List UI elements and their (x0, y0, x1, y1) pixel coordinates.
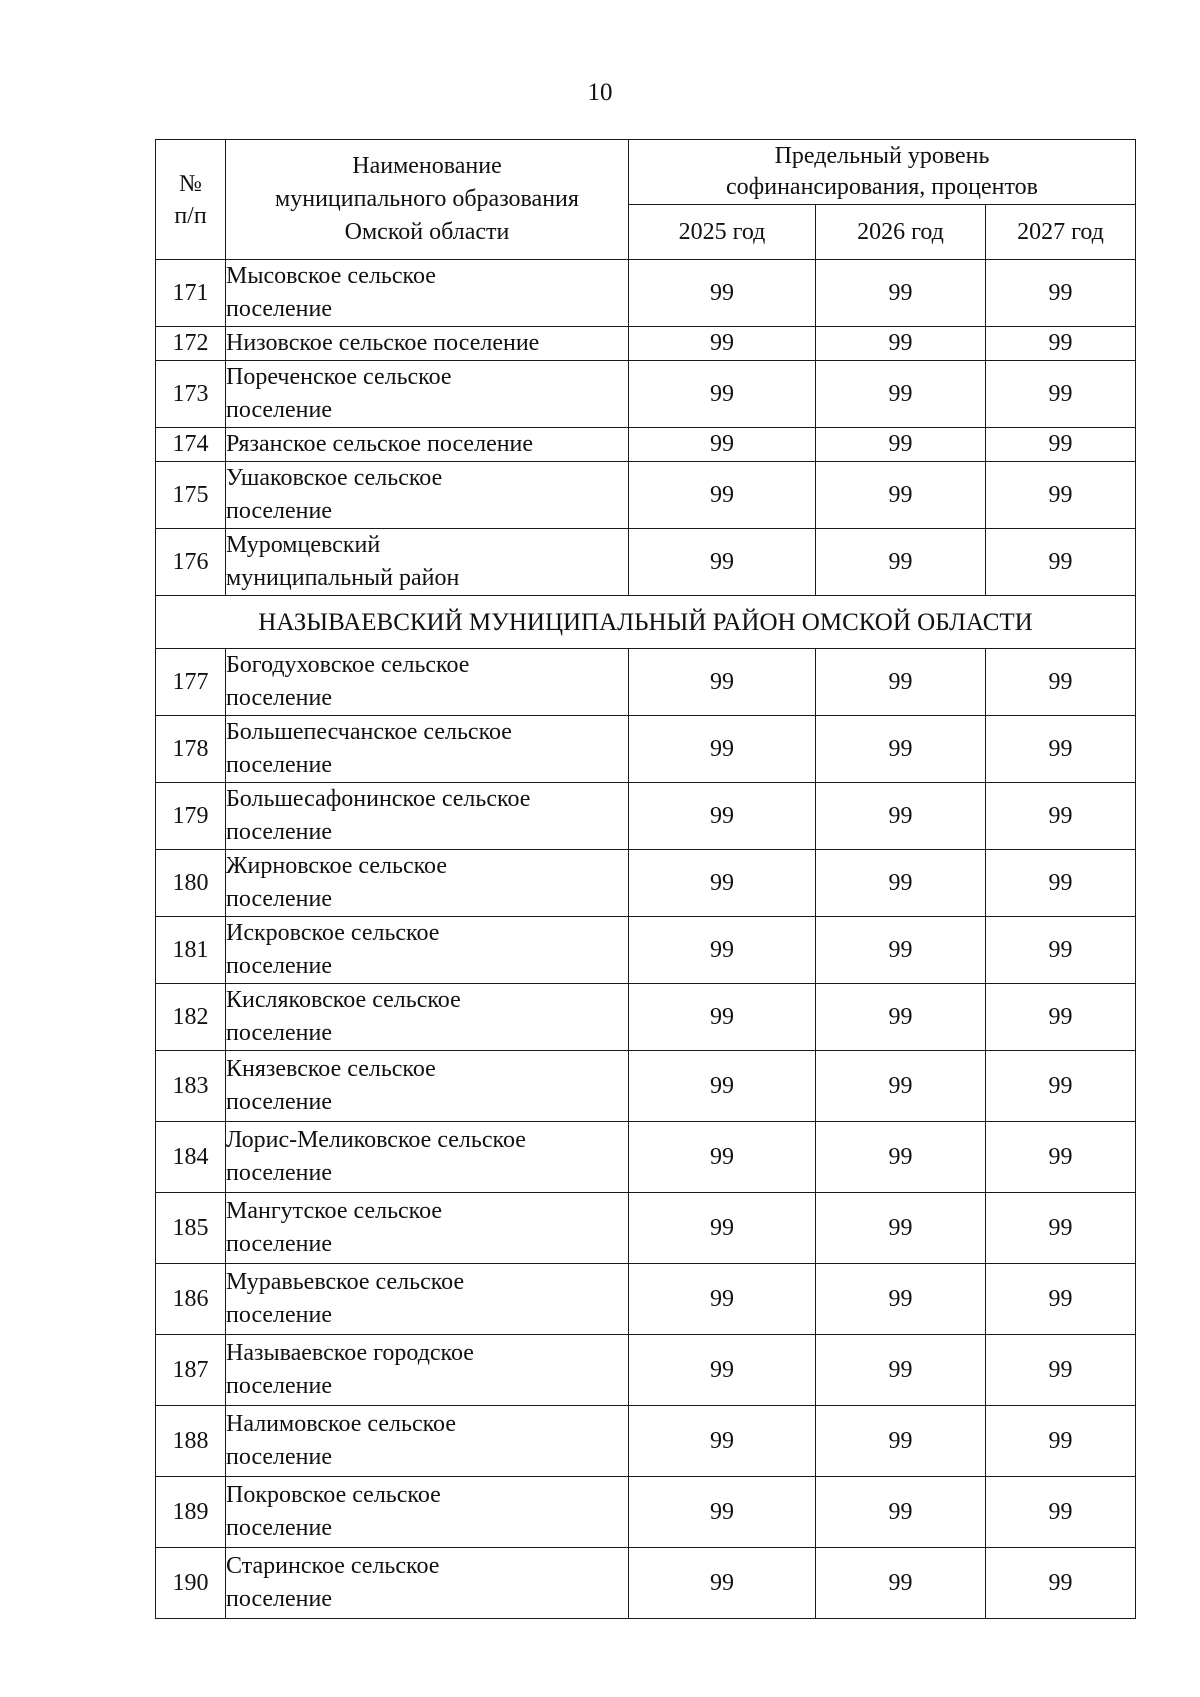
table-section (156, 596, 1136, 649)
row-municipality-name (226, 984, 629, 1051)
row-name-line1: Князевское сельское (226, 1056, 436, 1082)
row-name-line1: Большепесчанское сельское (226, 719, 512, 745)
row-value-2026: 99 (816, 1335, 986, 1406)
row-municipality-name (226, 529, 629, 596)
row-municipality-name (226, 1264, 629, 1335)
row-name-line1: Покровское сельское (226, 1482, 441, 1508)
row-value-2026: 99 (816, 327, 986, 361)
row-municipality-name (226, 1122, 629, 1193)
row-municipality-name (226, 649, 629, 716)
row-name-line2: поселение (226, 1302, 333, 1328)
row-value-2025: 99 (629, 1477, 816, 1548)
table-row (156, 361, 1136, 428)
header-number-line2: п/п (174, 202, 207, 229)
row-number: 178 (156, 716, 226, 783)
table-row (156, 1264, 1136, 1335)
row-value-2025: 99 (629, 361, 816, 428)
row-value-2027: 99 (986, 529, 1136, 596)
row-value-2027: 99 (986, 1335, 1136, 1406)
row-value-2026: 99 (816, 1406, 986, 1477)
row-value-2026: 99 (816, 649, 986, 716)
row-name-line2: поселение (226, 1444, 333, 1470)
row-number: 189 (156, 1477, 226, 1548)
page-number: 10 (587, 79, 613, 106)
row-name-line1: Кисляковское сельское (226, 987, 461, 1013)
row-municipality-name (226, 260, 629, 327)
header-name-line1: Наименование (352, 153, 502, 179)
row-name-line1: Искровское сельское (226, 920, 440, 946)
row-municipality-name (226, 1051, 629, 1122)
row-number: 190 (156, 1548, 226, 1619)
header-name-line2: муниципального образования (275, 186, 579, 212)
row-number: 175 (156, 462, 226, 529)
row-municipality-name (226, 917, 629, 984)
row-name-line2: поселение (226, 685, 333, 711)
table-row (156, 1477, 1136, 1548)
row-value-2025: 99 (629, 1406, 816, 1477)
row-value-2025: 99 (629, 1051, 816, 1122)
row-value-2025: 99 (629, 783, 816, 850)
row-municipality-name (226, 1477, 629, 1548)
row-value-2025: 99 (629, 1193, 816, 1264)
row-value-2027: 99 (986, 260, 1136, 327)
table-header (156, 140, 1136, 260)
header-number (156, 140, 226, 260)
row-name-line2: поселение (226, 752, 333, 778)
row-value-2027: 99 (986, 1122, 1136, 1193)
row-value-2027: 99 (986, 327, 1136, 361)
row-value-2027: 99 (986, 984, 1136, 1051)
table-row (156, 1548, 1136, 1619)
table-row (156, 462, 1136, 529)
row-value-2026: 99 (816, 529, 986, 596)
row-value-2026: 99 (816, 1264, 986, 1335)
row-value-2026: 99 (816, 1051, 986, 1122)
row-name-line1: Лорис-Меликовское сельское (226, 1127, 526, 1153)
row-municipality-name (226, 462, 629, 529)
row-municipality-name (226, 1406, 629, 1477)
row-municipality-name (226, 1193, 629, 1264)
row-name-line1: Муромцевский (226, 532, 381, 558)
table-row (156, 1406, 1136, 1477)
table-row (156, 529, 1136, 596)
table-row (156, 260, 1136, 327)
row-value-2025: 99 (629, 716, 816, 783)
row-value-2027: 99 (986, 1051, 1136, 1122)
row-name-line1: Мысовское сельское (226, 263, 436, 289)
table-row (156, 850, 1136, 917)
row-name-line2: поселение (226, 397, 333, 423)
row-name-line2: поселение (226, 1373, 333, 1399)
header-name (226, 140, 629, 260)
table-body-top (156, 260, 1136, 596)
row-name-line2: поселение (226, 819, 333, 845)
row-value-2027: 99 (986, 917, 1136, 984)
row-value-2027: 99 (986, 1264, 1136, 1335)
row-value-2027: 99 (986, 716, 1136, 783)
row-name-line1: Налимовское сельское (226, 1411, 456, 1437)
row-municipality-name (226, 850, 629, 917)
row-value-2025: 99 (629, 850, 816, 917)
row-name-line2: поселение (226, 1515, 333, 1541)
row-value-2027: 99 (986, 428, 1136, 462)
row-value-2025: 99 (629, 649, 816, 716)
row-value-2025: 99 (629, 1122, 816, 1193)
table-row (156, 1335, 1136, 1406)
row-value-2026: 99 (816, 850, 986, 917)
row-value-2027: 99 (986, 1548, 1136, 1619)
row-number: 179 (156, 783, 226, 850)
row-value-2027: 99 (986, 1406, 1136, 1477)
row-value-2025: 99 (629, 984, 816, 1051)
table-row (156, 428, 1136, 462)
row-number: 181 (156, 917, 226, 984)
row-value-2025: 99 (629, 462, 816, 529)
row-number: 172 (156, 327, 226, 361)
row-number: 184 (156, 1122, 226, 1193)
table-row (156, 716, 1136, 783)
row-municipality-name (226, 716, 629, 783)
row-municipality-name (226, 428, 629, 462)
table-row (156, 984, 1136, 1051)
row-name-line2: поселение (226, 1020, 333, 1046)
row-value-2026: 99 (816, 1122, 986, 1193)
header-cofinancing-group (629, 140, 1136, 205)
row-name-line1: Муравьевское сельское (226, 1269, 465, 1295)
row-value-2026: 99 (816, 716, 986, 783)
row-value-2027: 99 (986, 850, 1136, 917)
row-number: 171 (156, 260, 226, 327)
row-name-line1: Жирновское сельское (226, 853, 447, 879)
row-value-2026: 99 (816, 917, 986, 984)
row-value-2025: 99 (629, 327, 816, 361)
table-row (156, 327, 1136, 361)
table-row (156, 1122, 1136, 1193)
row-value-2026: 99 (816, 1548, 986, 1619)
row-name-line2: поселение (226, 1089, 333, 1115)
row-number: 176 (156, 529, 226, 596)
section-title: НАЗЫВАЕВСКИЙ МУНИЦИПАЛЬНЫЙ РАЙОН ОМСКОЙ ОБЛАСТИ (156, 596, 1136, 649)
row-value-2025: 99 (629, 428, 816, 462)
row-value-2027: 99 (986, 649, 1136, 716)
row-name-line2: поселение (226, 296, 333, 322)
row-name-line1: Пореченское сельское (226, 364, 452, 390)
row-value-2026: 99 (816, 783, 986, 850)
row-number: 177 (156, 649, 226, 716)
row-name-line2: поселение (226, 1231, 333, 1257)
table-row (156, 649, 1136, 716)
row-value-2025: 99 (629, 1548, 816, 1619)
row-value-2025: 99 (629, 1335, 816, 1406)
header-year-2027: 2027 год (986, 205, 1136, 260)
row-value-2027: 99 (986, 783, 1136, 850)
row-name-line2: муниципальный район (226, 565, 460, 591)
row-name-line2: поселение (226, 498, 333, 524)
table-body-bottom (156, 649, 1136, 1619)
row-number: 173 (156, 361, 226, 428)
row-name-line2: поселение (226, 1160, 333, 1186)
row-name-line1: Ушаковское сельское (226, 465, 443, 491)
row-value-2025: 99 (629, 917, 816, 984)
row-name-line1: Большесафонинское сельское (226, 786, 531, 812)
row-value-2026: 99 (816, 984, 986, 1051)
row-name-line2: поселение (226, 953, 333, 979)
row-municipality-name (226, 1548, 629, 1619)
row-value-2025: 99 (629, 260, 816, 327)
table-row (156, 783, 1136, 850)
row-name-line2: поселение (226, 886, 333, 912)
table-row (156, 917, 1136, 984)
row-name-line1: Мангутское сельское (226, 1198, 443, 1224)
table-row (156, 1051, 1136, 1122)
row-name-line1: Низовское сельское поселение (226, 330, 540, 356)
row-name-line2: поселение (226, 1586, 333, 1612)
row-value-2026: 99 (816, 1193, 986, 1264)
row-value-2026: 99 (816, 428, 986, 462)
row-number: 180 (156, 850, 226, 917)
header-year-2026: 2026 год (816, 205, 986, 260)
row-municipality-name (226, 1335, 629, 1406)
header-number-line1: № (179, 170, 202, 197)
row-number: 187 (156, 1335, 226, 1406)
header-name-line3: Омской области (344, 219, 510, 245)
row-number: 182 (156, 984, 226, 1051)
row-number: 174 (156, 428, 226, 462)
row-number: 185 (156, 1193, 226, 1264)
row-value-2025: 99 (629, 1264, 816, 1335)
row-number: 188 (156, 1406, 226, 1477)
row-value-2027: 99 (986, 1477, 1136, 1548)
row-municipality-name (226, 327, 629, 361)
row-value-2027: 99 (986, 462, 1136, 529)
cofinancing-table (155, 139, 1136, 1619)
row-number: 183 (156, 1051, 226, 1122)
row-name-line1: Рязанское сельское поселение (226, 431, 534, 457)
row-value-2027: 99 (986, 361, 1136, 428)
row-value-2027: 99 (986, 1193, 1136, 1264)
row-name-line1: Старинское сельское (226, 1553, 440, 1579)
row-value-2026: 99 (816, 1477, 986, 1548)
header-group-line2: софинансирования, процентов (726, 174, 1038, 200)
table-row (156, 1193, 1136, 1264)
row-number: 186 (156, 1264, 226, 1335)
row-value-2025: 99 (629, 529, 816, 596)
row-municipality-name (226, 783, 629, 850)
row-name-line1: Называевское городское (226, 1340, 474, 1366)
row-name-line1: Богодуховское сельское (226, 652, 470, 678)
row-value-2026: 99 (816, 260, 986, 327)
header-year-2025: 2025 год (629, 205, 816, 260)
header-group-line1: Предельный уровень (774, 143, 990, 169)
row-municipality-name (226, 361, 629, 428)
row-value-2026: 99 (816, 462, 986, 529)
row-value-2026: 99 (816, 361, 986, 428)
